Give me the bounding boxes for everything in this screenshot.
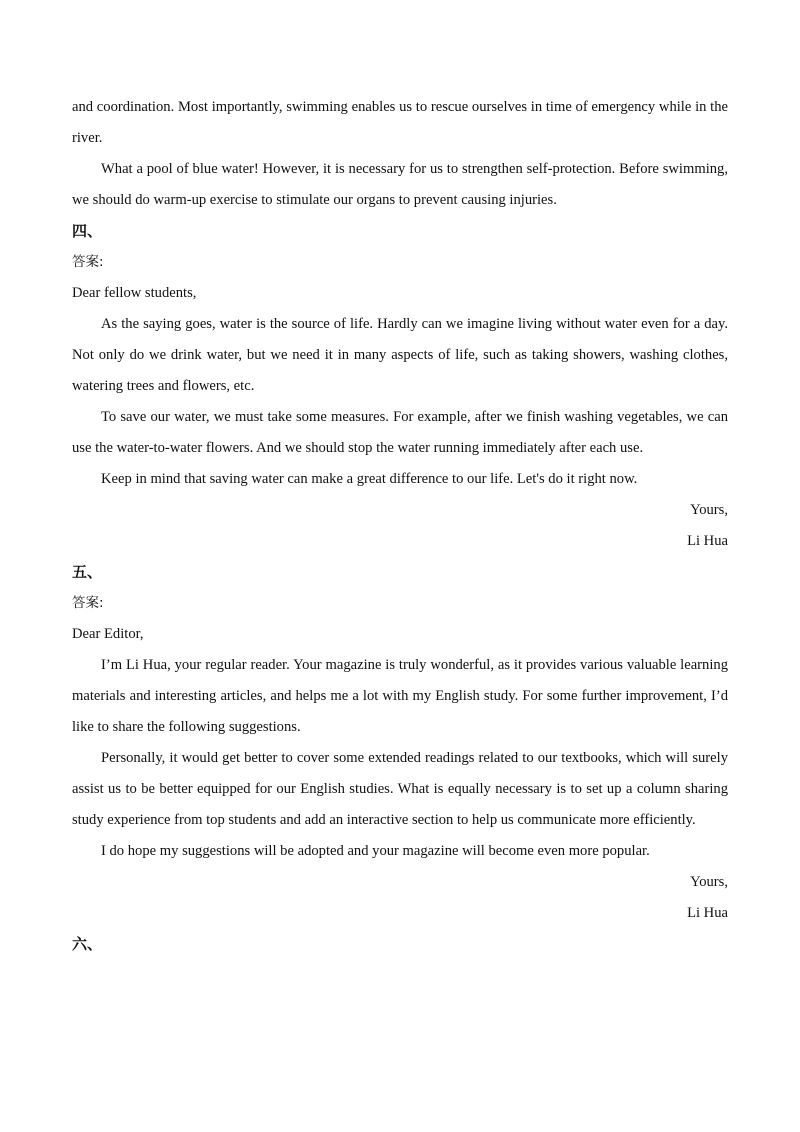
section-4-closing: Yours,	[690, 502, 728, 518]
section-5-answer-label: 答案:	[72, 595, 104, 611]
sec3-paragraph-2: What a pool of blue water! However, it is necessary for us to strengthen self-protection. Before swimming, we should do warm-up exercise to stimulate our organs to prevent causing injuries.	[72, 161, 728, 208]
section-5-paragraph-3: I do hope my suggestions will be adopted and your magazine will become even more popular.	[101, 843, 650, 859]
section-4-salutation: Dear fellow students,	[72, 285, 197, 301]
section-5-paragraph-2: Personally, it would get better to cover some extended readings related to our textbooks, which will surely assist us to be better equipped for our English studies. What is equally necessary is to set up a column sharing study experience from top students and add an interactive section to help us communicate more efficiently.	[72, 750, 728, 828]
section-4-paragraph-3: Keep in mind that saving water can make a great difference to our life. Let's do it right now.	[101, 471, 638, 487]
section-5-heading: 五、	[72, 563, 103, 581]
section-4-paragraph-2: To save our water, we must take some measures. For example, after we finish washing vegetables, we can use the water-to-water flowers. And we should stop the water running immediately after each use.	[72, 409, 728, 456]
section-5-signature: Li Hua	[687, 905, 728, 921]
section-4-signature: Li Hua	[687, 533, 728, 549]
section-5-closing: Yours,	[690, 874, 728, 890]
document-page	[72, 92, 728, 960]
section-4-answer-label: 答案:	[72, 254, 104, 270]
section-4-paragraph-1: As the saying goes, water is the source of life. Hardly can we imagine living without water even for a day. Not only do we drink water, but we need it in many aspects of life, such as taking showers, washing clothes, watering trees and flowers, etc.	[72, 316, 728, 394]
sec3-paragraph-1: and coordination. Most importantly, swimming enables us to rescue ourselves in time of emergency while in the river.	[72, 99, 728, 146]
section-4-heading: 四、	[72, 222, 103, 240]
section-6-heading: 六、	[72, 935, 103, 953]
section-5-salutation: Dear Editor,	[72, 626, 144, 642]
section-5-paragraph-1: I’m Li Hua, your regular reader. Your magazine is truly wonderful, as it provides various valuable learning materials and interesting articles, and helps me a lot with my English study. For some further improvement, I’d like to share the following suggestions.	[72, 657, 728, 735]
